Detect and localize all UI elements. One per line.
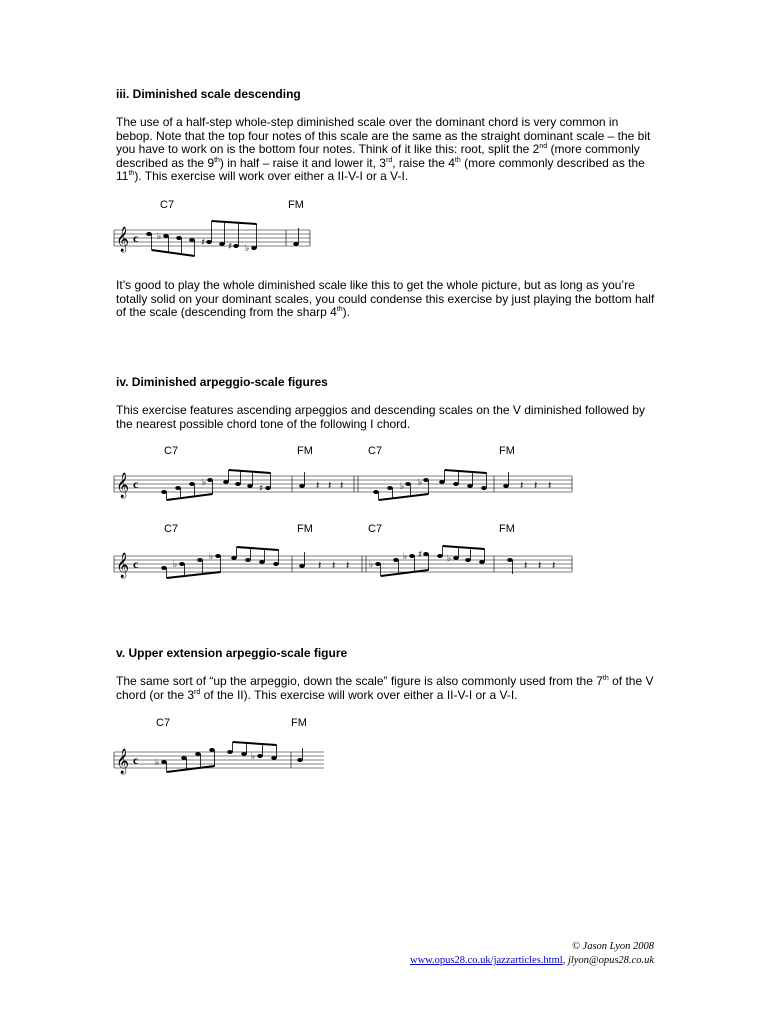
rest-group: [316, 479, 551, 492]
rest-icon: 𝄽: [318, 559, 322, 572]
footer-website-link[interactable]: www.opus28.co.uk/jazzarticles.html: [409, 955, 563, 966]
rest-icon: 𝄽: [520, 479, 524, 492]
section-heading-upper-extension: v. Upper extension arpeggio-scale figure: [116, 646, 348, 660]
music-staff-diminished-scale: [114, 218, 314, 262]
text-run: It’s good to play the whole diminished scale like this to get the whole picture, but as long as you’re totally solid on your dominant scales, you could condense this exercise by just playing the bottom half of the scale (descending from the sharp 4: [116, 278, 655, 319]
paragraph-upper-extension: [116, 675, 656, 702]
sharp-icon: ♯: [201, 238, 206, 248]
treble-clef-icon: 𝄞: [116, 473, 130, 498]
footer-links: [410, 954, 654, 967]
rest-icon: 𝄽: [340, 479, 344, 492]
music-staff-arpeggio-row-2: [114, 544, 576, 588]
flat-icon: ♭: [400, 482, 405, 492]
rest-icon: 𝄽: [328, 479, 332, 492]
chord-symbol: C7: [164, 445, 179, 457]
text-run: The same sort of “up the arpeggio, down the scale” figure is also commonly used from the 7: [116, 674, 603, 688]
text-run: (more commonly described as the 9: [116, 142, 640, 170]
sharp-icon: ♯: [228, 242, 233, 252]
note-group: [161, 552, 513, 570]
treble-clef-icon: 𝄞: [116, 553, 130, 578]
paragraph-whole-picture: [116, 279, 656, 320]
superscript: th: [602, 675, 609, 682]
common-time-icon: c: [133, 477, 139, 491]
chord-symbol: FM: [499, 523, 515, 535]
note-icon: [293, 242, 299, 246]
accidental-group: [202, 478, 422, 494]
treble-clef-icon: 𝄞: [116, 227, 130, 252]
rest-icon: 𝄽: [346, 559, 350, 572]
sharp-icon: ♯: [418, 550, 423, 560]
rest-icon: 𝄽: [538, 559, 542, 572]
flat-icon: ♭: [155, 758, 160, 768]
rest-icon: 𝄽: [332, 559, 336, 572]
note-icon: [163, 234, 169, 238]
note-group: [161, 478, 509, 494]
common-time-icon: c: [133, 557, 139, 571]
chord-symbol: FM: [288, 199, 304, 211]
chord-symbol: C7: [156, 717, 171, 729]
section-heading-diminished-scale: iii. Diminished scale descending: [116, 87, 301, 101]
footer-email: jlyon@opus28.co.uk: [567, 955, 654, 966]
sharp-icon: ♯: [259, 484, 264, 494]
superscript: th: [214, 156, 220, 164]
superscript: th: [128, 170, 135, 177]
paragraph-arpeggio-intro: This exercise features ascending arpeggios and descending scales on the V diminished followed by the nearest possible chord tone of the following I chord.: [116, 403, 645, 431]
flat-icon: ♭: [251, 752, 256, 762]
flat-icon: ♭: [447, 554, 452, 564]
rest-icon: 𝄽: [524, 559, 528, 572]
rest-group: [318, 559, 555, 572]
flat-icon: ♭: [403, 552, 408, 562]
superscript: th: [336, 306, 343, 313]
text-run: The use of a half-step whole-step diminished scale over the dominant chord is very common in bebop. Note that the top four notes of this scale are the same as the straight dominant scale – the bit you have to work on is the bottom four notes. Think of it like this: root, split the 2: [116, 115, 651, 156]
text-run: of the II). This exercise will work over either a II-V-I or a V-I.: [200, 687, 518, 702]
text-run: (more commonly described as the 11: [116, 155, 645, 183]
flat-icon: ♭: [369, 560, 374, 570]
section-heading-arpeggio-scale: iv. Diminished arpeggio-scale figures: [116, 375, 328, 389]
note-icon: [206, 240, 212, 244]
chord-symbol: C7: [368, 445, 383, 457]
rest-icon: 𝄽: [534, 479, 538, 492]
text-run: , raise the 4: [392, 155, 455, 170]
flat-icon: ♭: [245, 244, 250, 254]
superscript: rd: [194, 688, 201, 696]
note-icon: [189, 238, 195, 242]
flat-icon: ♭: [202, 478, 207, 488]
chord-symbol: C7: [164, 523, 179, 535]
superscript: th: [454, 156, 461, 164]
chord-symbol: FM: [297, 445, 313, 457]
text-run: of the V chord (or the 3: [116, 674, 654, 702]
note-group: [146, 232, 299, 250]
chord-symbol: C7: [160, 199, 175, 211]
text-run: ) in half – raise it and lower it, 3: [219, 155, 386, 170]
rest-icon: 𝄽: [552, 559, 556, 572]
superscript: nd: [539, 143, 548, 150]
footer-separator: ,: [562, 955, 568, 966]
chord-symbol: C7: [368, 523, 383, 535]
music-staff-upper-extension: [114, 740, 328, 784]
rest-icon: 𝄽: [316, 479, 320, 492]
music-staff-arpeggio-row-1: [114, 464, 576, 508]
chord-symbol: FM: [499, 445, 515, 457]
common-time-icon: c: [133, 231, 139, 245]
flat-icon: ♭: [157, 232, 162, 242]
chord-symbol: FM: [291, 717, 307, 729]
flat-icon: ♭: [173, 560, 178, 570]
common-time-icon: c: [133, 753, 139, 767]
text-run: ). This exercise will work over either a II-V-I or a V-I.: [134, 169, 409, 183]
footer-copyright: © Jason Lyon 2008: [571, 941, 654, 952]
accidental-group: [157, 232, 249, 254]
flat-icon: ♭: [418, 478, 423, 488]
note-icon: [176, 236, 182, 240]
rest-icon: 𝄽: [548, 479, 552, 492]
chord-symbol: FM: [297, 523, 313, 535]
paragraph-diminished-intro: [116, 116, 656, 184]
note-icon: [146, 232, 152, 236]
flat-icon: ♭: [209, 552, 214, 562]
note-icon: [219, 242, 225, 246]
note-icon: [233, 244, 239, 248]
note-icon: [251, 246, 257, 250]
text-run: ).: [342, 305, 350, 319]
superscript: rd: [385, 156, 393, 164]
treble-clef-icon: 𝄞: [116, 749, 130, 774]
